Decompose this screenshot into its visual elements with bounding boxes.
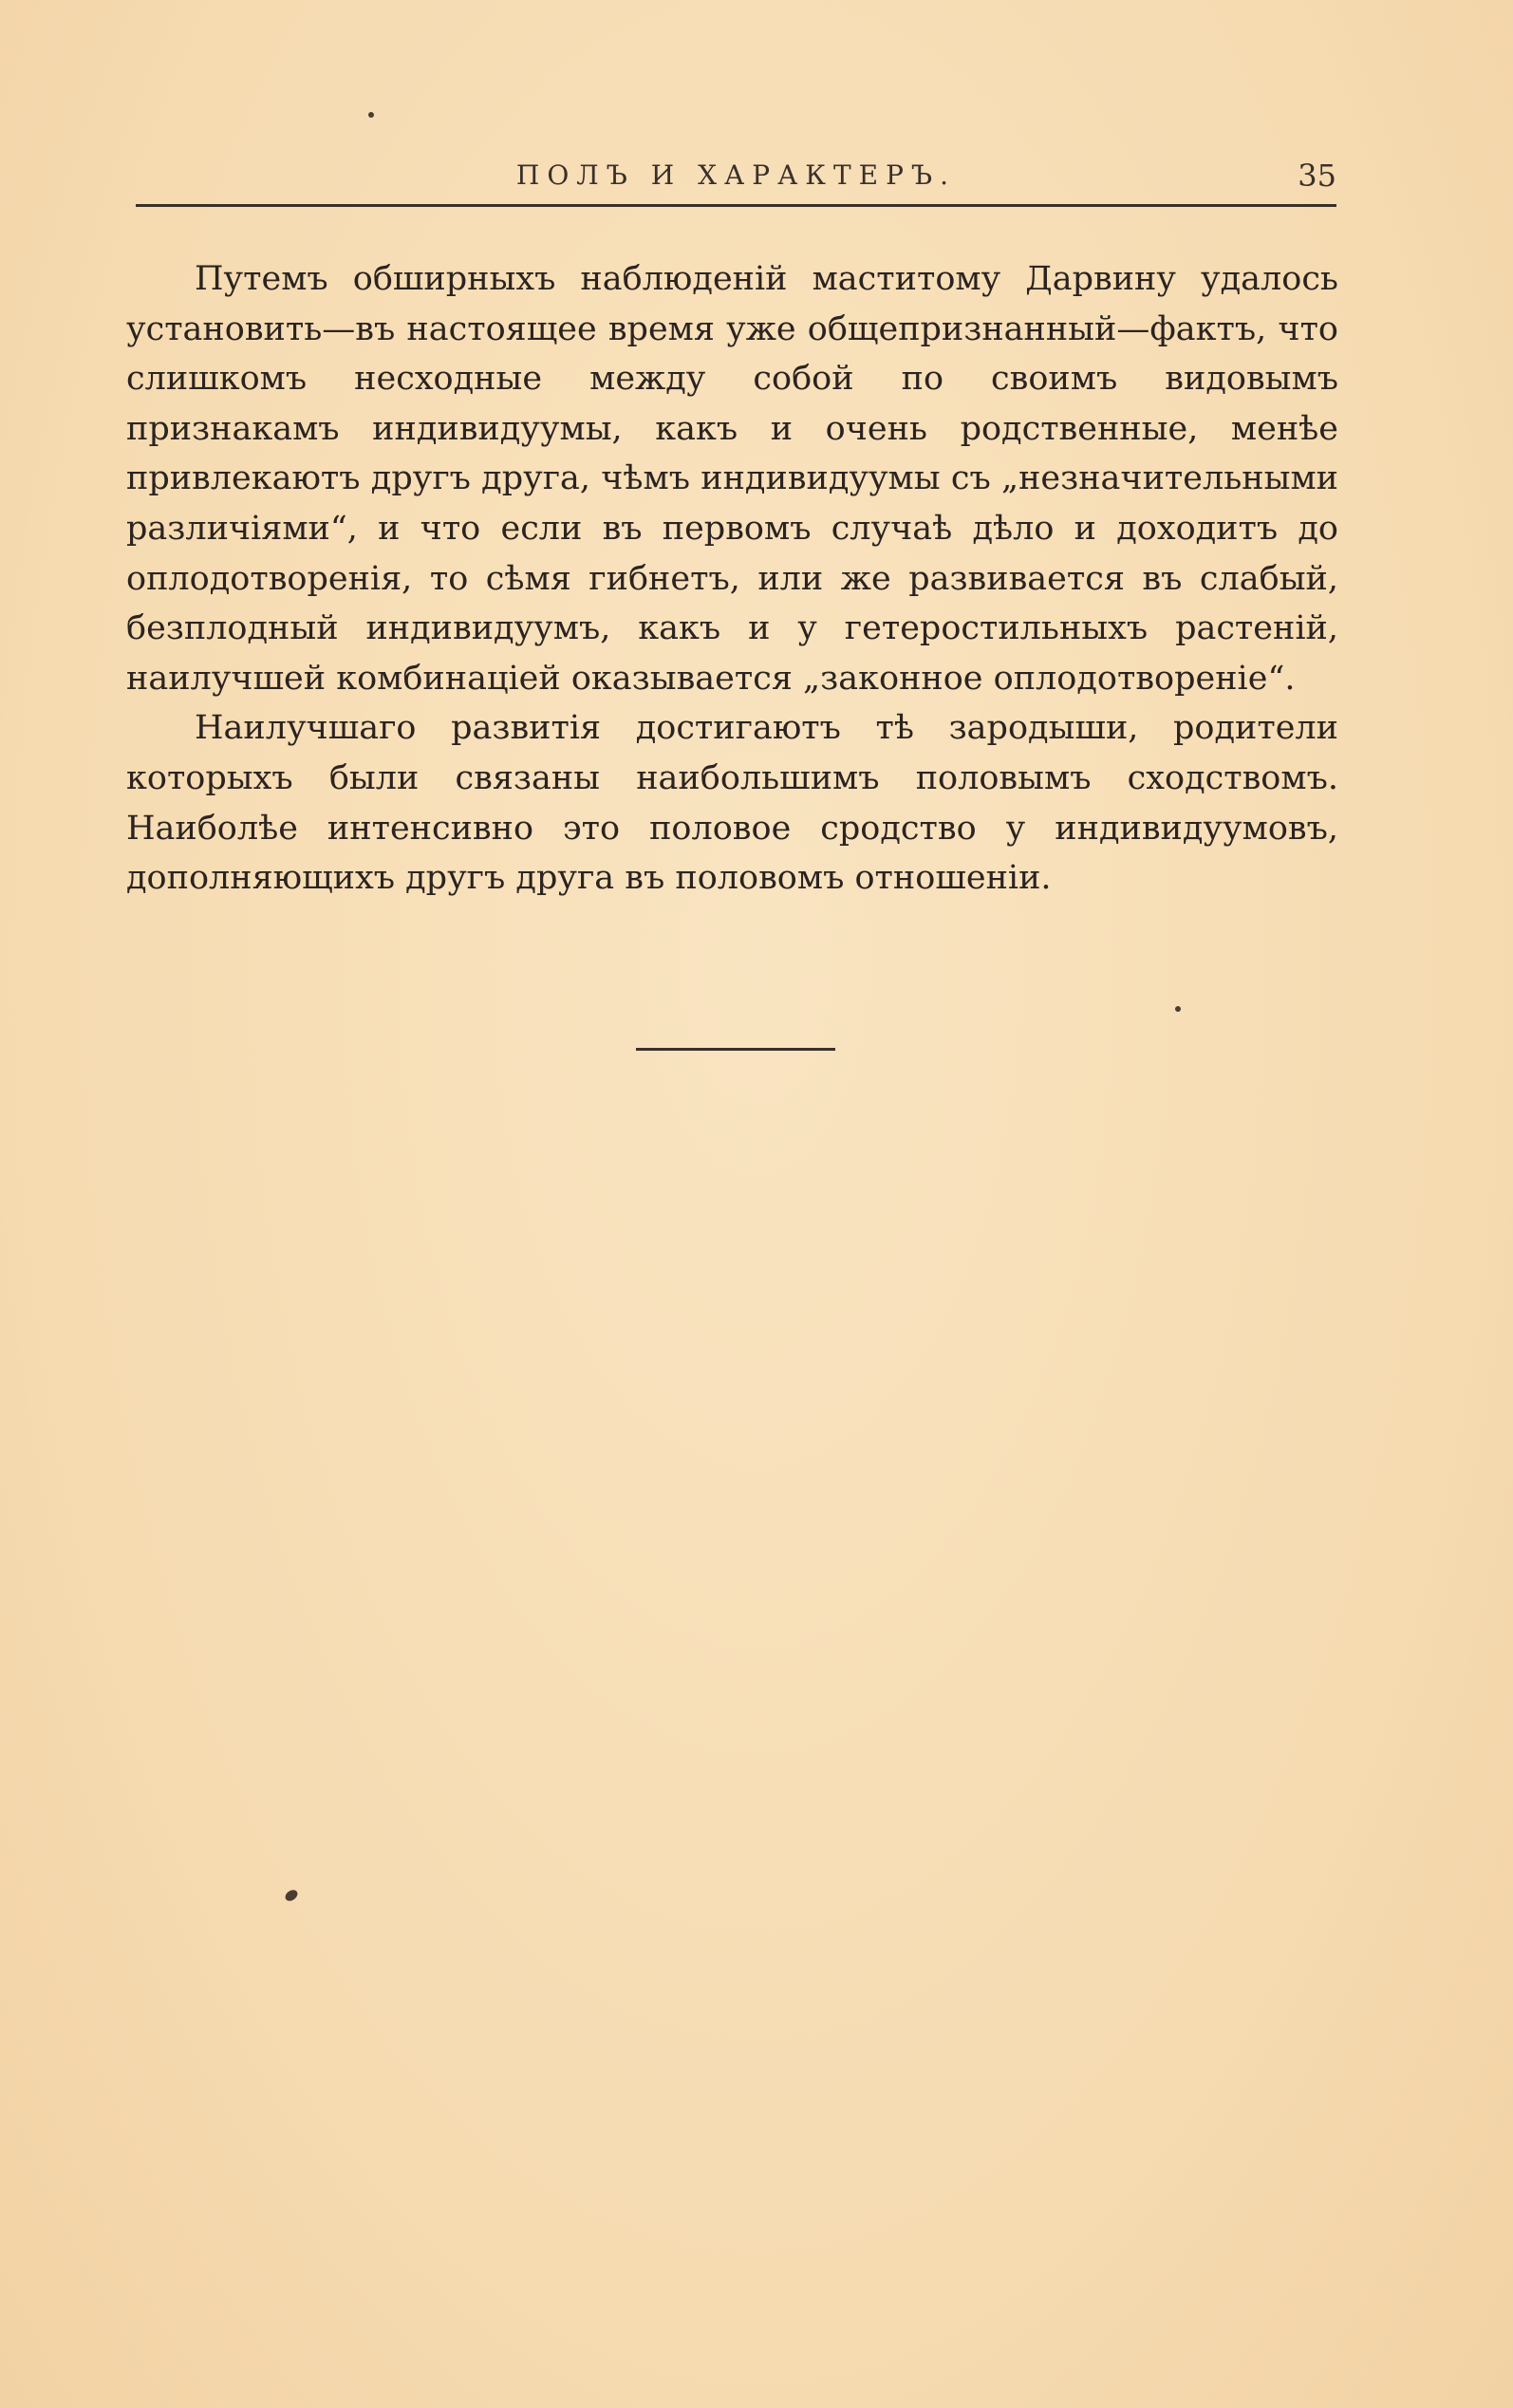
paragraph: Путемъ обширныхъ наблюденій маститому Дарвину удалось установить—въ настоящее время уже общепризнанный—фактъ, что слишкомъ несходные между собой по своимъ видовымъ признакамъ индивидуумы, какъ и очень родственные, менѣе привлекаютъ другъ друга, чѣмъ индивидуумы съ „незначительными различіями“, и что если въ первомъ случаѣ дѣло и доходитъ до оплодотворенія, то сѣмя гибнетъ, или же развивается въ слабый, безплодный индивидуумъ, какъ и у гетеростильныхъ растеній, наилучшей комбинаціей оказывается „законное оплодотвореніе“.	[126, 260, 1338, 698]
paragraph: Наилучшаго развитія достигаютъ тѣ зародыши, родители которыхъ были связаны наибольшимъ половымъ сходствомъ. Наиболѣе интенсивно это половое сродство у индивидуумовъ, дополняющихъ другъ друга въ половомъ отношеніи.	[126, 709, 1338, 898]
ink-speck	[283, 1888, 299, 1903]
body-text	[126, 254, 1338, 904]
section-end-rule	[636, 1048, 835, 1051]
ink-speck	[1175, 1006, 1181, 1012]
page-header	[136, 159, 1336, 205]
ink-speck	[368, 112, 374, 118]
page-number: 35	[1298, 158, 1336, 194]
header-rule	[136, 204, 1336, 207]
running-title: ПОЛЪ И ХАРАКТЕРЪ.	[515, 159, 957, 191]
